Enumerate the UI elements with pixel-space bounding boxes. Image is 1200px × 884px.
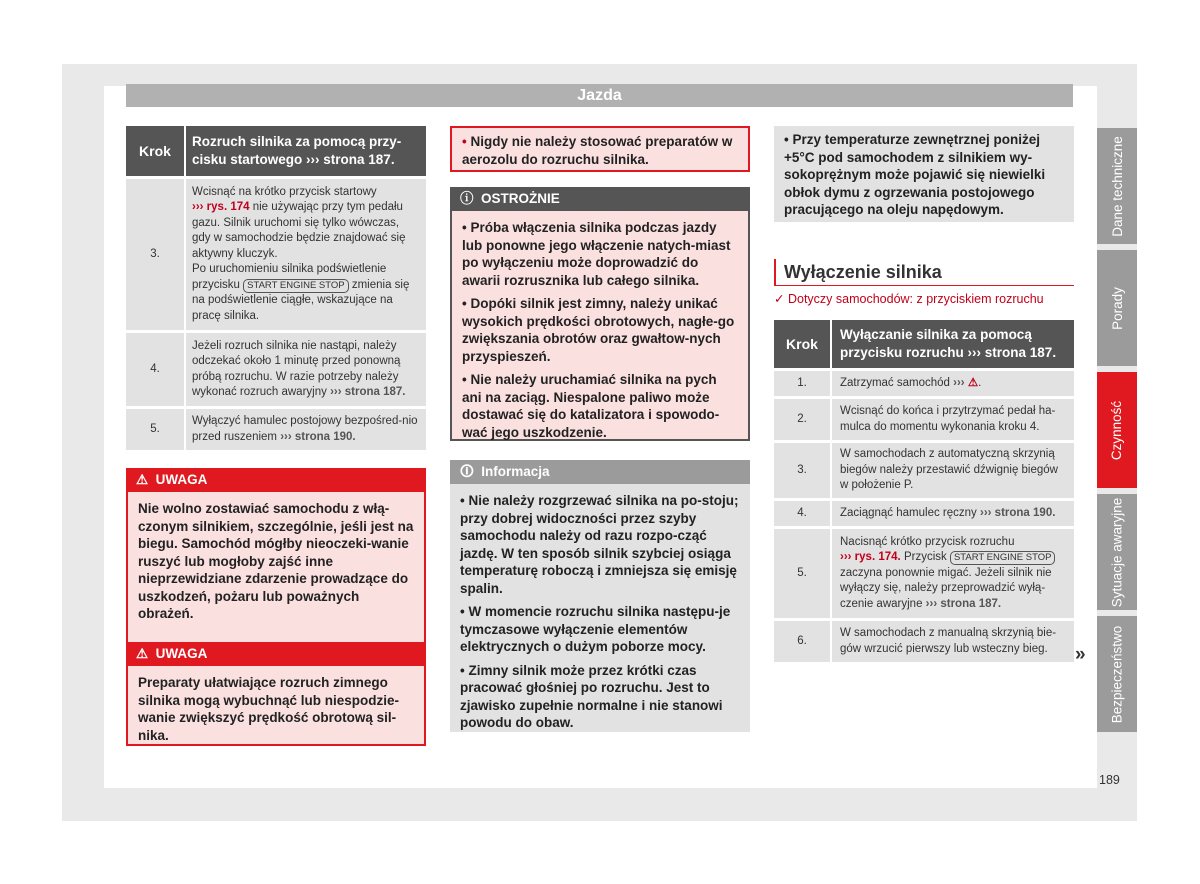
col-krok: Krok bbox=[126, 126, 184, 176]
warning-box-2: ⚠ UWAGA Preparaty ułatwiające rozruch zimnego silnika mogą wybuchnąć lub niespodzie-wanie zwiększyć prędkość obrotową sil-nika. bbox=[126, 642, 426, 746]
page-number: 189 bbox=[1099, 773, 1120, 787]
table-row: 5. Wyłączyć hamulec postojowy bezpośred-nio przed ruszeniem ››› strona 190. bbox=[126, 406, 426, 450]
tab-porady[interactable]: Porady bbox=[1097, 250, 1137, 366]
table-row: 5. Nacisnąć krótko przycisk rozruchu ››› rys. 174. Przycisk START ENGINE STOP zaczyna ponownie migać. Jeżeli silnik nie wyłączy się, należy przeprowadzić wyłą-czenie awaryjne ››› strona 187. bbox=[774, 526, 1074, 618]
stop-steps-table: Krok Wyłączanie silnika za pomocą przycisku rozruchu ››› strona 187. 1. Zatrzymać samochód ››› ⚠. 2. Wcisnąć do końca i przytrzymać pedał ha-mulca do momentu wykonania kroku 4. 3. W samochodach z automatyczną skrzynią biegów należy przestawić dźwignię biegów w położenie P. 4. Zaciągnąć hamulec ręczny ››› strona 190. 5. Nacisnąć krótko przycisk rozruchu ››› rys. 174. Przycisk START ENGINE STOP zaczyna ponownie migać. Jeżeli silnik nie wyłączy się, należy przeprowadzić wyłą-czenie awaryjne ››› strona 187. 6. W samochodach z manualną skrzynią bie-gów wrzucić pierwszy lub wsteczny bieg. bbox=[774, 320, 1074, 662]
info-box: 🛈 Informacja • Nie należy rozgrzewać silnika na po-stoju; przy dobrej widoczności przez szyby samochodu należy od razu rozpo-cząć jazdę. W ten sposób silnik szybciej osiąga temperaturę roboczą i zmniejsza się emisję spalin. • W momencie rozruchu silnika następu-je tymczasowe wyłączenie elementów elektrycznych o dużym poborze mocy. • Zimny silnik może przez krótki czas pracować głośniej po rozruchu. Jest to zjawisko zupełnie normalne i nie stanowi powodu do obaw. bbox=[450, 460, 750, 732]
warning-triangle-icon: ⚠ bbox=[136, 646, 149, 661]
applies-to: ✓ Dotyczy samochodów: z przyciskiem rozruchu bbox=[774, 292, 1044, 306]
start-engine-stop-key: START ENGINE STOP bbox=[950, 551, 1056, 565]
table-row: 2. Wcisnąć do końca i przytrzymać pedał ha-mulca do momentu wykonania kroku 4. bbox=[774, 396, 1074, 440]
warning-box-1: ⚠ UWAGA Nie wolno zostawiać samochodu z włą-czonym silnikiem, szczególnie, jeśli jest na biegu. Samochód mógłby nieoczeki-wanie ruszyć lub mogłoby zajść inne nieprzewidziane zdarzenie prowadzące do uszkodzeń, pożaru lub poważnych obrażeń. bbox=[126, 468, 426, 648]
section-title: Wyłączenie silnika bbox=[774, 259, 1074, 286]
table-row: 3. Wcisnąć na krótko przycisk startowy ››› rys. 174 nie używając przy tym pedału gazu. Silnik uruchomi się tylko wówczas, gdy w samochodzie będzie znajdować się aktywny kluczyk. Po uruchomieniu silnika podświetlenie przycisku START ENGINE STOP zmienia się na podświetlenie ciągłe, wskazujące na pracę silnika. bbox=[126, 176, 426, 330]
continue-marker: » bbox=[1075, 644, 1086, 665]
start-engine-stop-key: START ENGINE STOP bbox=[243, 279, 349, 293]
temperature-note: • Przy temperaturze zewnętrznej poniżej +5°C pod samochodem z silnikiem wy-sokoprężnym może pojawić się niewielki obłok dymu z ogrzewania postojowego pracującego na oleju napędowym. bbox=[774, 126, 1074, 222]
table-row: 6. W samochodach z manualną skrzynią bie-gów wrzucić pierwszy lub wsteczny bieg. bbox=[774, 618, 1074, 662]
chapter-tabs bbox=[1097, 128, 1137, 738]
check-icon: ✓ bbox=[774, 292, 785, 306]
exclamation-circle-icon: ⓘ bbox=[460, 191, 474, 206]
table-row: 3. W samochodach z automatyczną skrzynią biegów należy przestawić dźwignię biegów w położenie P. bbox=[774, 440, 1074, 498]
start-steps-table bbox=[126, 126, 426, 450]
table-row: 1. Zatrzymać samochód ››› ⚠. bbox=[774, 368, 1074, 396]
table-row: 4. Jeżeli rozruch silnika nie nastąpi, należy odczekać około 1 minutę przed ponowną próbą rozruchu. W razie potrzeby należy wykonać rozruch awaryjny ››› strona 187. bbox=[126, 330, 426, 406]
tab-bezpieczenstwo[interactable]: Bezpieczeństwo bbox=[1097, 616, 1137, 732]
table-row: 4. Zaciągnąć hamulec ręczny ››› strona 190. bbox=[774, 498, 1074, 526]
warning-triangle-icon: ⚠ bbox=[136, 472, 149, 487]
tab-sytuacje-awaryjne[interactable]: Sytuacje awaryjne bbox=[1097, 494, 1137, 610]
page-header: Jazda bbox=[126, 84, 1073, 107]
col-title: Rozruch silnika za pomocą przy-cisku startowego ››› strona 187. bbox=[184, 126, 426, 176]
tab-dane-techniczne[interactable]: Dane techniczne bbox=[1097, 128, 1137, 244]
aerosol-note: • Nigdy nie należy stosować preparatów w aerozolu do rozruchu silnika. bbox=[450, 126, 750, 172]
caution-box: ⓘ OSTROŻNIE • Próba włączenia silnika podczas jazdy lub ponowne jego włączenie natych-miast po wyłączeniu może doprowadzić do awarii rozrusznika lub całego silnika. • Dopóki silnik jest zimny, należy unikać wysokich prędkości obrotowych, nagłe-go zwiększania obrotów oraz gwałtow-nych przyspieszeń. • Nie należy uruchamiać silnika na pych ani na zaciąg. Niespalone paliwo może dostawać się do katalizatora i spowodo-wać jego uszkodzenie. bbox=[450, 187, 750, 441]
tab-czynnosc[interactable]: Czynność bbox=[1097, 372, 1137, 488]
warning-triangle-icon: ⚠ bbox=[967, 376, 979, 389]
info-icon: 🛈 bbox=[460, 464, 474, 479]
